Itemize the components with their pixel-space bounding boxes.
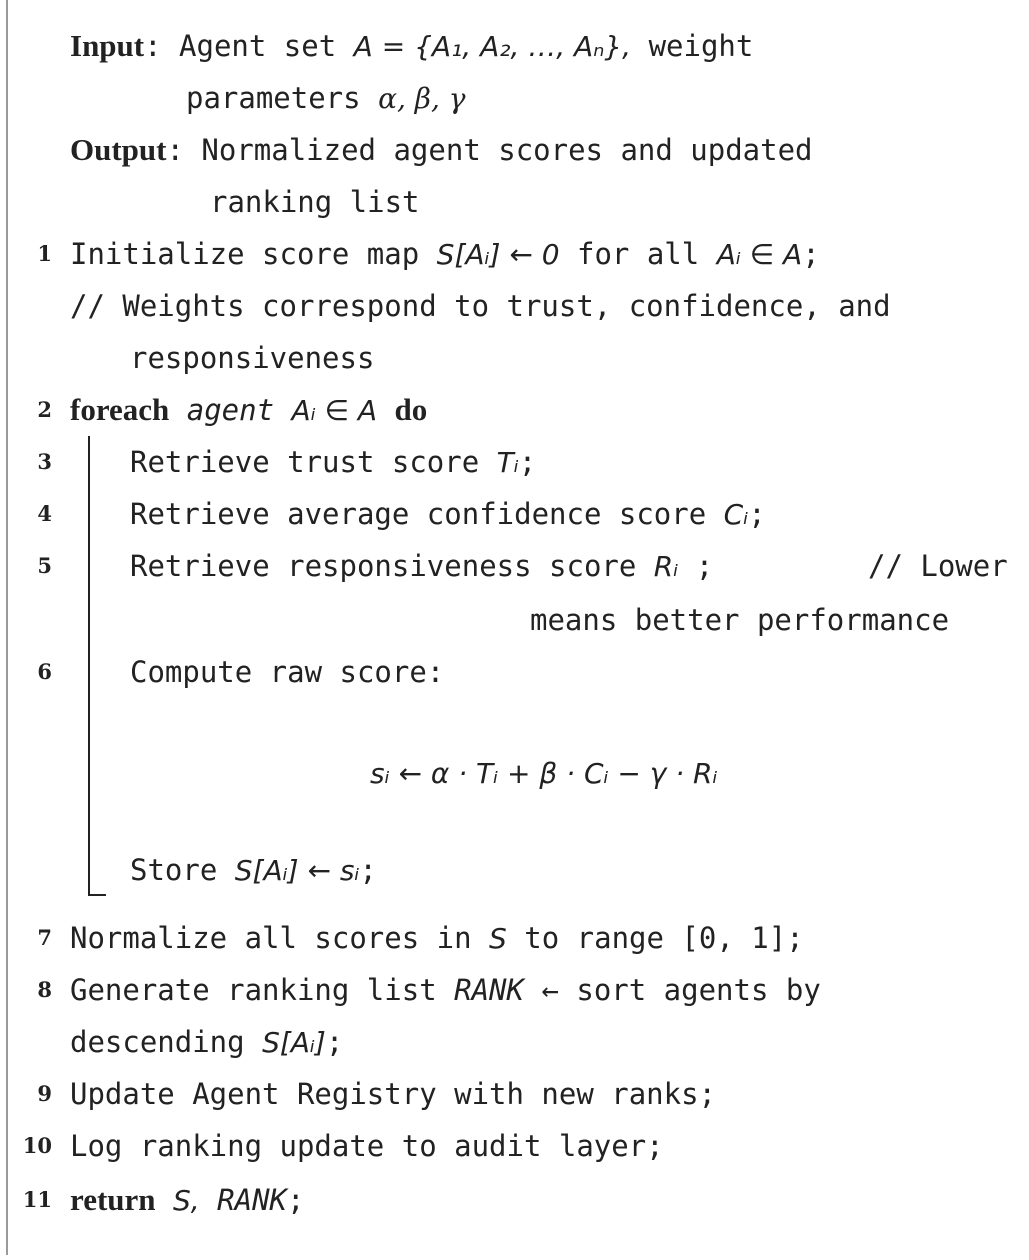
line-tail: ;	[359, 853, 377, 887]
line-mid: to range [0, 1];	[524, 921, 804, 955]
foreach-keyword: foreach	[70, 392, 170, 427]
line-math: S[Aᵢ] ← 0	[436, 238, 560, 271]
algo-line-1	[0, 228, 1029, 280]
output-label: Output	[70, 132, 167, 167]
algo-comment-weights-cont	[130, 332, 374, 384]
output-line-2	[210, 176, 420, 228]
line-text: Initialize score map	[70, 237, 420, 271]
line-math-2: RANK	[217, 1183, 287, 1217]
line-number: 5	[37, 553, 52, 578]
line-math-2: S[Aᵢ]	[262, 1026, 326, 1059]
agent-word: agent	[186, 393, 275, 427]
input-label: Input	[70, 28, 145, 63]
algo-line-store	[130, 844, 377, 896]
input-tail: weight	[648, 29, 754, 63]
algo-line-10	[0, 1120, 1029, 1172]
line-math: Rᵢ	[653, 550, 679, 583]
line-tail: ;	[802, 237, 820, 271]
line-mid: for all	[577, 237, 700, 271]
line-number: 11	[22, 1187, 52, 1212]
line-mid: ← sort agents by	[541, 973, 821, 1007]
line-tail: ;	[678, 549, 714, 583]
foreach-block-foot	[88, 894, 106, 896]
algo-line-5-comment-cont	[530, 594, 949, 646]
comment-text-2: responsiveness	[130, 341, 375, 375]
line-text: Store	[130, 853, 218, 887]
input-line-1	[70, 20, 753, 72]
line-number: 10	[22, 1133, 52, 1158]
line-tail: ;	[748, 497, 766, 531]
line-number: 7	[37, 925, 52, 950]
line-comment: // Lower	[868, 549, 1008, 583]
line-text: Normalize all scores in	[70, 921, 472, 955]
algo-line-8	[0, 964, 1029, 1016]
line-text: Compute raw score:	[130, 655, 445, 689]
line-math: Cᵢ	[723, 498, 749, 531]
output-sep: :	[166, 133, 184, 167]
algo-line-4	[0, 488, 1029, 540]
input-agent-set: A = {A₁, A₂, …, Aₙ},	[353, 30, 632, 63]
algo-line-5	[0, 540, 1029, 592]
line-math: S,	[173, 1184, 200, 1217]
input-text: Agent set	[179, 29, 337, 63]
line-tail: ;	[518, 445, 537, 479]
line-math: S	[489, 922, 507, 955]
line-text: Retrieve trust score	[130, 445, 480, 479]
algo-comment-weights	[70, 280, 891, 332]
line-number: 2	[37, 397, 52, 422]
line-math-2: Aᵢ ∈ A	[716, 238, 803, 271]
algo-line-2	[0, 384, 1029, 436]
do-keyword: do	[394, 392, 428, 427]
algo-line-3	[0, 436, 1029, 488]
equation-text: sᵢ ← α · Tᵢ + β · Cᵢ − γ · Rᵢ	[370, 757, 718, 790]
line-number: 8	[37, 977, 52, 1002]
line-text: Retrieve average confidence score	[130, 497, 707, 531]
line-text: Log ranking update to audit layer;	[70, 1129, 664, 1163]
raw-score-equation	[0, 746, 1029, 802]
line-number: 9	[37, 1081, 52, 1106]
algo-line-11	[0, 1174, 1029, 1226]
input-params-text: parameters	[186, 81, 361, 115]
input-params: α, β, γ	[378, 82, 466, 115]
line-text: Update Agent Registry with new ranks;	[70, 1077, 717, 1111]
input-line-2	[186, 72, 466, 124]
line-math: S[Aᵢ] ← sᵢ	[234, 854, 360, 887]
return-keyword: return	[70, 1182, 156, 1217]
line-comment-cont: means better performance	[530, 603, 950, 637]
comment-text-1: // Weights correspond to trust, confidence, and	[70, 289, 891, 323]
line-tail: ;	[325, 1025, 344, 1059]
line-math: Aᵢ ∈ A	[291, 394, 378, 427]
line-tail: ;	[287, 1183, 305, 1217]
line-math: Tᵢ	[496, 446, 519, 479]
line-math: RANK	[454, 973, 524, 1007]
input-sep: :	[144, 29, 162, 63]
algo-line-6	[0, 646, 1029, 698]
algo-line-7	[0, 912, 1029, 964]
line-number: 1	[37, 241, 52, 266]
algo-line-9	[0, 1068, 1029, 1120]
output-line-1	[70, 124, 813, 176]
algo-line-8-cont	[70, 1016, 343, 1068]
line-text-2: descending	[70, 1025, 245, 1059]
output-text-2: ranking list	[210, 185, 420, 219]
output-text-1: Normalized agent scores and updated	[201, 133, 813, 167]
line-text: Retrieve responsiveness score	[130, 549, 637, 583]
line-text: Generate ranking list	[70, 973, 437, 1007]
line-number: 3	[37, 449, 52, 474]
line-number: 6	[37, 659, 52, 684]
line-number: 4	[37, 501, 52, 526]
